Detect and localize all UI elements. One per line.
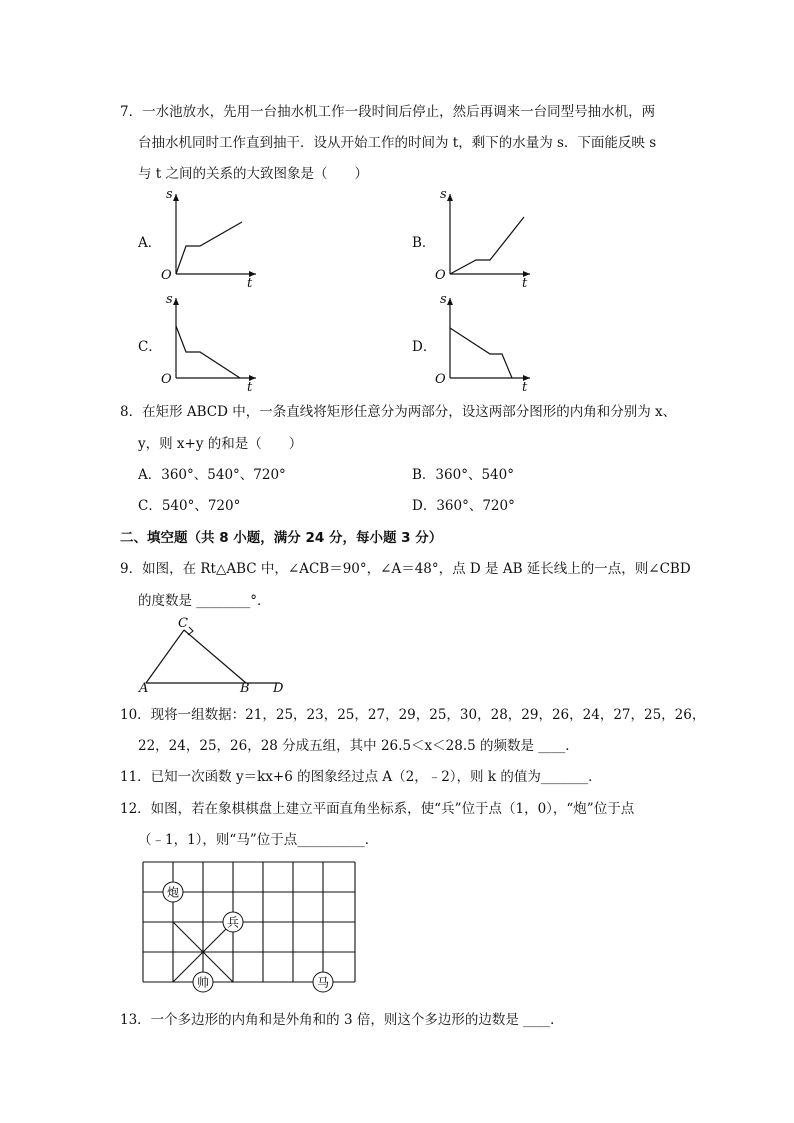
- q7-d-origin-label: O: [435, 372, 446, 387]
- q12-line1: 12．如图，若在象棋棋盘上建立平面直角坐标系，使“兵”位于点（1，0），“炮”位于点: [120, 801, 635, 817]
- q8-line1: 8．在矩形 ABCD 中，一条直线将矩形任意分为两部分，设这两部分图形的内角和分别为 x、: [120, 404, 677, 420]
- q7-d-t-label: t: [522, 380, 528, 395]
- q7-graph-a[interactable]: [160, 188, 270, 288]
- piece-bing: [223, 912, 243, 932]
- q11-text: 11．已知一次函数 y＝kx+6 的图象经过点 A（2，﹣2），则 k 的值为_______．: [120, 769, 602, 785]
- q7-line3: 与 t 之间的关系的大致图象是（ ）: [138, 166, 369, 182]
- q7-b-origin-label: O: [435, 268, 446, 283]
- q7-option-c-label[interactable]: C．: [138, 339, 162, 355]
- q7-graph-c[interactable]: [160, 294, 270, 394]
- q10-line2: 22，24，25，26，28 分成五组，其中 26.5＜x＜28.5 的频数是 ____．: [138, 738, 579, 754]
- q12-line2: （﹣1，1），则“马”位于点__________．: [138, 832, 379, 848]
- q7-c-t-label: t: [247, 380, 253, 395]
- q8-option-b[interactable]: B．360°、540°: [412, 467, 514, 483]
- q9-line2: 的度数是 ________°．: [138, 593, 271, 609]
- q10-line1: 10．现将一组数据：21，25，23，25，27，29，25，30，28，29，26，24，27，25，26，: [120, 707, 706, 723]
- q9-point-c: C: [178, 616, 188, 631]
- q7-a-s-label: s: [166, 187, 173, 202]
- q7-a-origin-label: O: [161, 268, 172, 283]
- q7-option-a-label[interactable]: A．: [138, 235, 162, 251]
- piece-bing-label: 兵: [226, 915, 240, 930]
- q7-graph-b[interactable]: [434, 188, 544, 288]
- chess-board: [140, 858, 360, 990]
- q7-d-s-label: s: [440, 292, 447, 307]
- q9-line1: 9．如图，在 Rt△ABC 中，∠ACB＝90°，∠A＝48°，点 D 是 AB 延长线上的一点，则∠CBD: [120, 561, 691, 577]
- piece-shuai-label: 帅: [196, 975, 210, 990]
- q8-option-c[interactable]: C．540°、720°: [138, 498, 241, 514]
- q7-graph-d[interactable]: [434, 294, 544, 394]
- q7-c-origin-label: O: [161, 372, 172, 387]
- q8-line2: y，则 x+y 的和是（ ）: [138, 436, 303, 452]
- q7-line2: 台抽水机同时工作直到抽干．设从开始工作的时间为 t，剩下的水量为 s．下面能反映 s: [138, 135, 657, 151]
- q9-point-d: D: [273, 681, 284, 696]
- piece-shuai: [193, 972, 213, 992]
- q13-text: 13．一个多边形的内角和是外角和的 3 倍，则这个多边形的边数是 ____．: [120, 1012, 564, 1028]
- q7-b-s-label: s: [440, 187, 447, 202]
- section-2-heading: 二、填空题（共 8 小题，满分 24 分，每小题 3 分）: [120, 530, 443, 546]
- q9-point-a: A: [139, 681, 149, 696]
- q9-point-b: B: [240, 681, 250, 696]
- q7-c-s-label: s: [166, 292, 173, 307]
- q7-a-t-label: t: [247, 276, 253, 291]
- q7-line1: 7．一水池放水，先用一台抽水机工作一段时间后停止，然后再调来一台同型号抽水机，两: [120, 104, 656, 120]
- q7-option-b-label[interactable]: B．: [412, 235, 436, 251]
- q7-option-d-label[interactable]: D．: [412, 339, 437, 355]
- piece-ma: [313, 972, 333, 992]
- q8-option-a[interactable]: A．360°、540°、720°: [138, 467, 286, 483]
- q8-option-d[interactable]: D．360°、720°: [412, 498, 515, 514]
- piece-pao: [163, 882, 183, 902]
- q7-b-t-label: t: [522, 276, 528, 291]
- piece-ma-label: 马: [316, 975, 330, 990]
- piece-pao-label: 炮: [166, 885, 180, 900]
